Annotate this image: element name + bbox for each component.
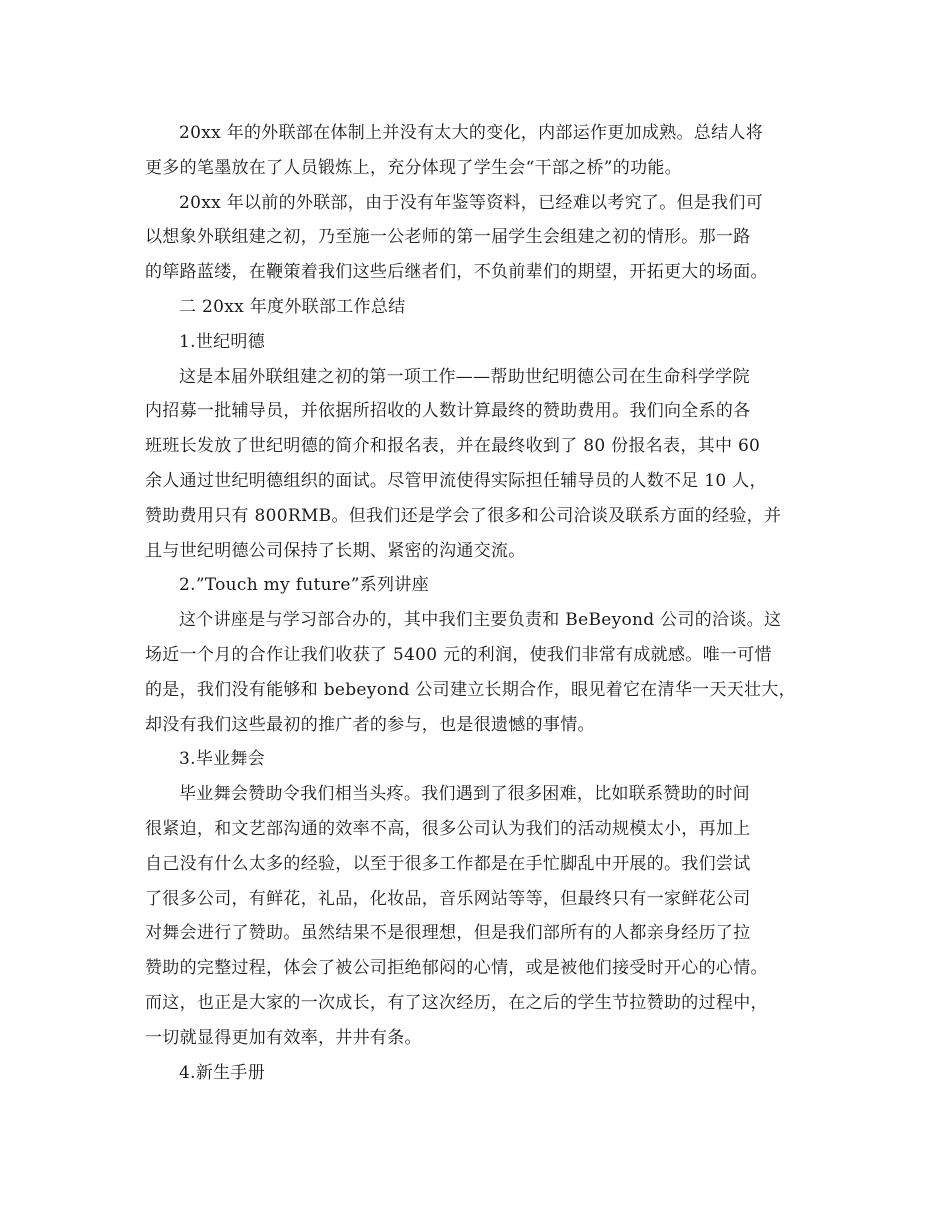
text-line: 很紧迫，和文艺部沟通的效率不高，很多公司认为我们的活动规模太小，再加上 [145, 818, 751, 839]
text-line: 这个讲座是与学习部合办的，其中我们主要负责和 BeBeyond 公司的洽谈。这 [179, 610, 782, 631]
text-line: 一切就显得更加有效率，井井有条。 [145, 1027, 422, 1048]
text-line: 这是本届外联组建之初的第一项工作——帮助世纪明德公司在生命科学学院 [179, 366, 750, 387]
text-line: 班班长发放了世纪明德的简介和报名表，并在最终收到了 80 份报名表，其中 60 [145, 436, 761, 457]
text-line: 以想象外联组建之初，乃至施一公老师的第一届学生会组建之初的情形。那一路 [145, 227, 751, 248]
text-line: 了很多公司，有鲜花，礼品，化妆品，音乐网站等等，但最终只有一家鲜花公司 [145, 888, 751, 909]
text-line: 对舞会进行了赞助。虽然结果不是很理想，但是我们部所有的人都亲身经历了拉 [145, 923, 751, 944]
text-line: 而这，也正是大家的一次成长，有了这次经历，在之后的学生节拉赞助的过程中， [145, 992, 768, 1013]
text-line: 的筚路蓝缕，在鞭策着我们这些后继者们，不负前辈们的期望，开拓更大的场面。 [145, 262, 768, 283]
text-line: 余人通过世纪明德组织的面试。尽管甲流使得实际担任辅导员的人数不足 10 人， [145, 470, 767, 491]
text-line: 20xx 年以前的外联部，由于没有年鉴等资料，已经难以考究了。但是我们可 [179, 192, 764, 213]
text-line: 二 20xx 年度外联部工作总结 [179, 296, 406, 317]
document-body [145, 116, 825, 1090]
text-line: 4.新生手册 [179, 1062, 266, 1083]
text-line: 3.毕业舞会 [179, 749, 266, 770]
text-line: 内招募一批辅导员，并依据所招收的人数计算最终的赞助费用。我们向全系的各 [145, 401, 751, 422]
text-line: 赞助费用只有 800RMB。但我们还是学会了很多和公司洽谈及联系方面的经验，并 [145, 505, 782, 526]
text-line: 毕业舞会赞助令我们相当头疼。我们遇到了很多困难，比如联系赞助的时间 [179, 784, 750, 805]
text-line: 的是，我们没有能够和 bebeyond 公司建立长期合作，眼见着它在清华一天天壮大， [145, 679, 796, 700]
text-line: 2.”Touch my future”系列讲座 [179, 575, 429, 596]
text-line: 1.世纪明德 [179, 331, 266, 352]
text-line: 却没有我们这些最初的推广者的参与，也是很遗憾的事情。 [145, 714, 595, 735]
text-line: 20xx 年的外联部在体制上并没有太大的变化，内部运作更加成熟。总结人将 [179, 123, 764, 143]
text-line: 更多的笔墨放在了人员锻炼上，充分体现了学生会“干部之桥”的功能。 [145, 157, 682, 178]
text-line: 场近一个月的合作让我们收获了 5400 元的利润，使我们非常有成就感。唯一可惜 [145, 644, 772, 665]
text-line: 且与世纪明德公司保持了长期、紧密的沟通交流。 [145, 540, 526, 561]
text-line: 自己没有什么太多的经验，以至于很多工作都是在手忙脚乱中开展的。我们尝试 [145, 853, 751, 874]
text-line: 赞助的完整过程，体会了被公司拒绝郁闷的心情，或是被他们接受时开心的心情。 [145, 958, 768, 979]
